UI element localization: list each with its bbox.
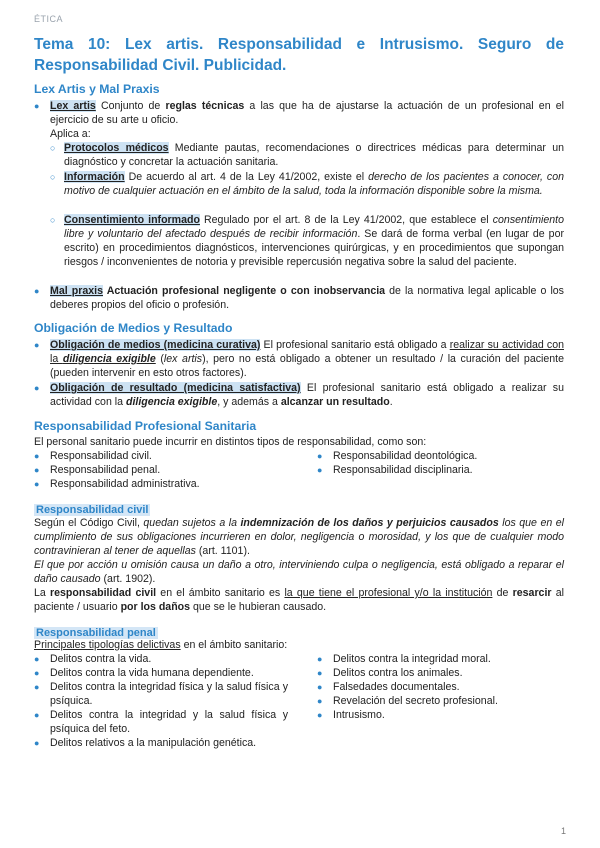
italic-text: lex artis <box>163 353 203 365</box>
list-item: Responsabilidad civil. <box>50 450 152 462</box>
bullet-icon: ● <box>34 738 40 748</box>
list-item: Delitos contra la vida. <box>50 653 152 665</box>
page-title: Tema 10: Lex artis. Responsabilidad e Intrusismo. Seguro de Responsabilidad Civil. Publicidad. <box>34 36 564 74</box>
text: a las que ha de ajustarse la actuación de un profesional en el ejercicio de su arte u oficio. <box>50 100 564 126</box>
text: Mediante pautas, recomendaciones o directrices médicas para determinar un diagnóstico y concretar la actuación sanitaria. <box>64 142 564 168</box>
bullet-icon: ● <box>34 451 40 461</box>
bullet-icon: ● <box>317 451 323 461</box>
list-col2-responsabilidad <box>317 449 564 477</box>
italic-text: El que por acción u omisión causa un daño a otro, interviniendo culpa o negligencia, está obligado a reparar el daño causado <box>34 559 564 585</box>
text: Conjunto de <box>95 100 166 112</box>
list-item: Responsabilidad penal. <box>50 464 161 476</box>
bullet-icon: ● <box>34 479 40 489</box>
bullet-icon: ● <box>34 101 40 111</box>
section-tag: ÉTICA <box>34 14 64 24</box>
heading-label: Responsabilidad civil <box>36 504 149 516</box>
paragraph-civil-2 <box>34 558 564 586</box>
bullet-icon: ● <box>34 383 40 393</box>
term-consentimiento: Consentimiento informado <box>64 214 200 226</box>
text: ( <box>155 353 164 365</box>
text: en el ámbito sanitario es <box>156 587 285 599</box>
list-item: Responsabilidad administrativa. <box>50 478 200 490</box>
sub-item-protocolos <box>50 141 564 169</box>
list-item-mal-praxis <box>34 284 564 312</box>
text: de <box>492 587 513 599</box>
bold-text: alcanzar un resultado <box>280 396 390 408</box>
text: La <box>34 587 51 599</box>
underlined-text: Principales tipologías delictivas <box>34 639 181 651</box>
bullet-icon: ● <box>34 465 40 475</box>
text: de la normativa legal aplicable o los deberes propios del oficio o profesión. <box>50 285 564 311</box>
bold-text: reglas técnicas <box>165 100 245 112</box>
page-number: 1 <box>560 826 566 836</box>
text: que se le hubieran causado. <box>190 601 327 613</box>
sub-item-consentimiento <box>50 213 564 269</box>
text: (art. 1902). <box>100 573 156 585</box>
sub-item-informacion <box>50 170 564 198</box>
bold-text: Actuación profesional negligente o con inobservancia <box>102 285 386 297</box>
list-item: Responsabilidad deontológica. <box>333 450 478 462</box>
bullet-icon: ● <box>34 654 40 664</box>
circle-bullet-icon: ○ <box>50 143 56 153</box>
bullet-icon: ● <box>317 710 323 720</box>
text: Regulado por el art. 8 de la Ley 41/2002, que establece el <box>199 214 493 226</box>
term-obligacion-medios: Obligación de medios (medicina curativa) <box>50 339 261 351</box>
circle-bullet-icon: ○ <box>50 172 56 182</box>
bold-text: diligencia exigible <box>125 396 218 408</box>
bold-text: resarcir <box>512 587 552 599</box>
bold-text: indemnización de los daños y perjuicios causados <box>240 517 499 529</box>
text: El profesional sanitario está obligado a realizar su actividad con la <box>50 382 565 408</box>
heading-responsabilidad-profesional: Responsabilidad Profesional Sanitaria <box>34 419 257 433</box>
bullet-icon: ● <box>317 682 323 692</box>
list-item: Intrusismo. <box>333 709 385 721</box>
list-item: Revelación del secreto profesional. <box>333 695 498 707</box>
bold-text: por los daños <box>120 601 191 613</box>
heading-lex-artis: Lex Artis y Mal Praxis <box>34 82 160 96</box>
italic-text: consentimiento libre y voluntario del afectado después de recibir información <box>64 214 564 240</box>
list-item: Delitos contra la integridad moral. <box>333 653 491 665</box>
bullet-icon: ● <box>317 696 323 706</box>
heading-obligacion: Obligación de Medios y Resultado <box>34 321 233 335</box>
text: al paciente / usuario <box>34 587 564 613</box>
list-col1-responsabilidad <box>34 449 304 491</box>
italic-text: quedan sujetos a la <box>143 517 241 529</box>
term-lex-artis: Lex artis <box>50 100 96 112</box>
list-item: Falsedades documentales. <box>333 681 460 693</box>
bullet-icon: ● <box>34 710 40 720</box>
list-item: Delitos contra la vida humana dependiente. <box>50 667 254 679</box>
text: (art. 1101). <box>195 545 250 557</box>
aplica-label: Aplica a: <box>50 128 91 140</box>
bullet-icon: ● <box>317 668 323 678</box>
bold-text: responsabilidad civil <box>50 587 157 599</box>
intro-penal <box>34 638 564 652</box>
text: De acuerdo al art. 4 de la Ley 41/2002, existe el <box>124 171 369 183</box>
circle-bullet-icon: ○ <box>50 215 56 225</box>
text: ), pero no está obligado a obtener un resultado / la curación del paciente (pueden intervenir en esto otros factores). <box>50 353 564 379</box>
text: . <box>389 396 393 408</box>
term-protocolos: Protocolos médicos <box>64 142 169 154</box>
heading-label: Responsabilidad penal <box>36 627 156 639</box>
italic-text: derecho de los pacientes a conocer, con motivo de cualquier actuación en el ámbito de la salud, toda la información disponible sobre la misma. <box>64 171 564 197</box>
bold-text: diligencia exigible <box>62 353 156 365</box>
text: . Se dará de forma verbal (en lugar de por escrito) en procedimientos diagnósticos, intervenciones quirúrgicas, y en procedimientos que supongan riesgos / inconvenientes de notoria y previsible repercusión negativa sobre la salud del paciente. <box>64 228 564 268</box>
list-item-obligacion-medios <box>34 338 564 380</box>
list-item: Delitos contra la integridad física y la salud física y psíquica. <box>50 681 288 707</box>
text: Según el Código Civil, <box>34 517 144 529</box>
bullet-icon: ● <box>34 286 40 296</box>
text: en el ámbito sanitario: <box>180 639 288 651</box>
paragraph-civil-1 <box>34 516 564 558</box>
list-col2-penal <box>317 652 564 722</box>
bullet-icon: ● <box>317 654 323 664</box>
list-item: Delitos relativos a la manipulación genética. <box>50 737 257 749</box>
list-item: Responsabilidad disciplinaria. <box>333 464 473 476</box>
bullet-icon: ● <box>34 668 40 678</box>
intro-responsabilidad: El personal sanitario puede incurrir en distintos tipos de responsabilidad, como son: <box>34 436 427 448</box>
paragraph-civil-3 <box>34 586 564 614</box>
underlined-text: la que tiene el profesional y/o la institución <box>284 587 493 599</box>
list-col1-penal <box>34 652 288 750</box>
bullet-icon: ● <box>34 682 40 692</box>
italic-text: los que en el cumplimiento de sus obligaciones incurrieren en dolor, negligencia o morosidad, y los que de cualquier modo contravinieran al tener de aquellas <box>34 517 564 557</box>
text: , y además a <box>217 396 281 408</box>
list-item: Delitos contra los animales. <box>333 667 463 679</box>
bullet-icon: ● <box>34 340 40 350</box>
list-item: Delitos contra la integridad y la salud física y psíquica del feto. <box>50 709 288 735</box>
term-mal-praxis: Mal praxis <box>50 285 103 297</box>
text: El profesional sanitario está obligado a <box>260 339 450 351</box>
term-obligacion-resultado: Obligación de resultado (medicina satisfactiva) <box>50 382 301 394</box>
underlined-text: realizar su actividad con la <box>50 339 564 365</box>
term-informacion: Información <box>64 171 125 183</box>
bullet-icon: ● <box>317 465 323 475</box>
list-item-lex-artis <box>34 99 564 141</box>
list-item-obligacion-resultado <box>34 381 564 409</box>
